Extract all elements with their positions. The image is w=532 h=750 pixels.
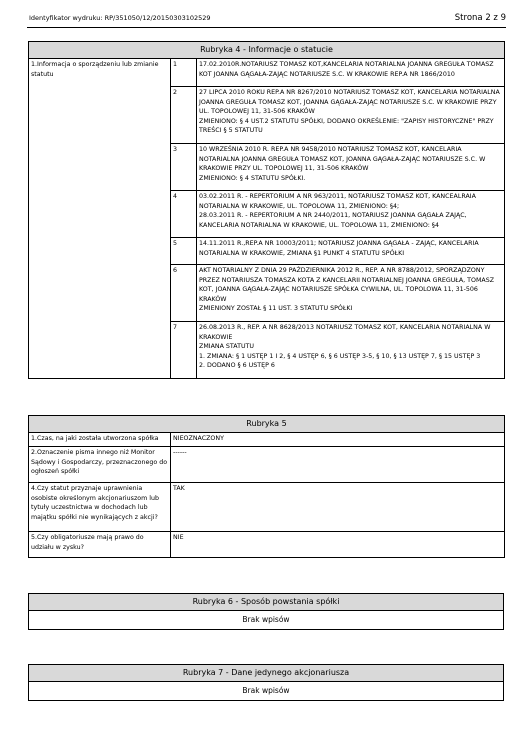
section-5-title: Rubryka 5 [29, 416, 505, 433]
entry-number: 7 [171, 322, 197, 379]
section-6-title: Rubryka 6 - Sposób powstania spółki [29, 594, 504, 611]
entry-text: 17.02.2010R.NOTARIUSZ TOMASZ KOT,KANCELARIA NOTARIALNA JOANNA GREGUŁA TOMASZ KOT JOANNA GĄGAŁA-ZAJĄC NOTARIUSZE S.C. W KRAKOWIE REP.A NR 1866/2010 [197, 59, 505, 87]
section-7-table [28, 664, 504, 701]
entry-text: 10 WRZEŚNIA 2010 R. REP.A NR 9458/2010 NOTARIUSZ TOMASZ KOT, KANCELARIA NOTARIALNA JOANNA GREGUŁA TOMASZ KOT, JOANNA GĄGAŁA-ZAJĄC NOTARIUSZE S.C. W KRAKOWIE PRZY UL. TOPOLOWEJ 11, 31-506 KRAKÓW ZMIENIONO: § 4 STATUTU SPÓŁKI. [197, 144, 505, 191]
section-6-value: Brak wpisów [29, 611, 504, 630]
page-number: Strona 2 z 9 [454, 13, 506, 23]
entry-number: 5 [171, 238, 197, 265]
section-4-title: Rubryka 4 - Informacje o statucie [29, 42, 505, 59]
entry-text: AKT NOTARIALNY Z DNIA 29 PAŹDZIERNIKA 2012 R., REP. A NR 8788/2012, SPORZĄDZONY PRZEZ NOTARIUSZA TOMASZA KOTA Z KANCELARII NOTARIALNEJ JOANNA GREGUŁA, TOMASZ KOT, JOANNA GĄGAŁA-ZAJĄC NOTARIUSZE SPÓŁKA CYWILNA, UL. TOPOLOWA 11, 31-506 KRAKÓW ZMIENIONY ZOSTAŁ § 11 UST. 3 STATUTU SPÓŁKI [197, 265, 505, 322]
entry-text: 03.02.2011 R. - REPERTORIUM A NR 963/2011, NOTARIUSZ TOMASZ KOT, KANCEALRAIA NOTARIALNA W KRAKOWIE, UL. TOPOLOWA 11, ZMIENIONO: §4; 28.03.2011 R. - REPERTORIUM A NR 2440/2011, NOTARIUSZ JOANNA GĄGAŁA ZAJĄC, KANCELARIA NOTARIALNA W KRAKOWIE, UL. TOPOLOWA 11, ZMIENIONO: §4 [197, 191, 505, 238]
section-4-table [28, 41, 505, 379]
entry-number: 6 [171, 265, 197, 322]
field-value: ------ [171, 447, 505, 483]
field-label: 1.Czas, na jaki została utworzona spółka [29, 433, 171, 447]
section-7-value: Brak wpisów [29, 682, 504, 701]
section-7-title: Rubryka 7 - Dane jedynego akcjonariusza [29, 665, 504, 682]
section-4-label: 1.Informacja o sporządzeniu lub zmianie statutu [29, 59, 171, 379]
entry-number: 3 [171, 144, 197, 191]
print-identifier: Identyfikator wydruku: RP/351050/12/20150303102529 [29, 14, 211, 22]
entry-number: 4 [171, 191, 197, 238]
field-value: TAK [171, 483, 505, 532]
entry-number: 1 [171, 59, 197, 87]
entry-number: 2 [171, 87, 197, 144]
field-value: NIEOZNACZONY [171, 433, 505, 447]
entry-text: 27 LIPCA 2010 ROKU REP.A NR 8267/2010 NOTARIUSZ TOMASZ KOT, KANCELARIA NOTARIALNA JOANNA GREGUŁA TOMASZ KOT, JOANNA GĄGAŁA-ZAJĄC NOTARIUSZE S.C. W KRAKOWIE PRZY UL. TOPOLOWEJ 11, 31-506 KRAKÓW ZMIENIONO: § 4 UST.2 STATUTU SPÓŁKI, DODANO OKREŚLENIE: "ZAPISY HISTORYCZNE" PRZY TREŚCI § 5 STATUTU [197, 87, 505, 144]
entry-text: 14.11.2011 R.,REP.A NR 10003/2011; NOTARIUSZ JOANNA GĄGAŁA - ZAJĄC, KANCELARIA NOTARIALNA W KRAKOWIE, ZMIANA §1 PUNKT 4 STATUTU SPÓŁKI [197, 238, 505, 265]
field-label: 4.Czy statut przyznaje uprawnienia osobiste określonym akcjonariuszom lub tytuły uczestnictwa w dochodach lub majątku spółki nie wynikających z akcji? [29, 483, 171, 532]
field-label: 2.Oznaczenie pisma innego niż Monitor Sądowy i Gospodarczy, przeznaczonego do ogłoszeń spółki [29, 447, 171, 483]
field-label: 5.Czy obligatoriusze mają prawo do udziału w zysku? [29, 532, 171, 558]
section-6-table [28, 593, 504, 630]
header-divider [27, 27, 506, 28]
field-value: NIE [171, 532, 505, 558]
entry-text: 26.08.2013 R., REP. A NR 8628/2013 NOTARIUSZ TOMASZ KOT, KANCELARIA NOTARIALNA W KRAKOWIE ZMIANA STATUTU 1. ZMIANA: § 1 USTĘP 1 I 2, § 4 USTĘP 6, § 6 USTĘP 3-5, § 10, § 13 USTĘP 7, § 15 USTĘP 3 2. DODANO § 6 USTĘP 6 [197, 322, 505, 379]
section-5-table [28, 415, 505, 558]
